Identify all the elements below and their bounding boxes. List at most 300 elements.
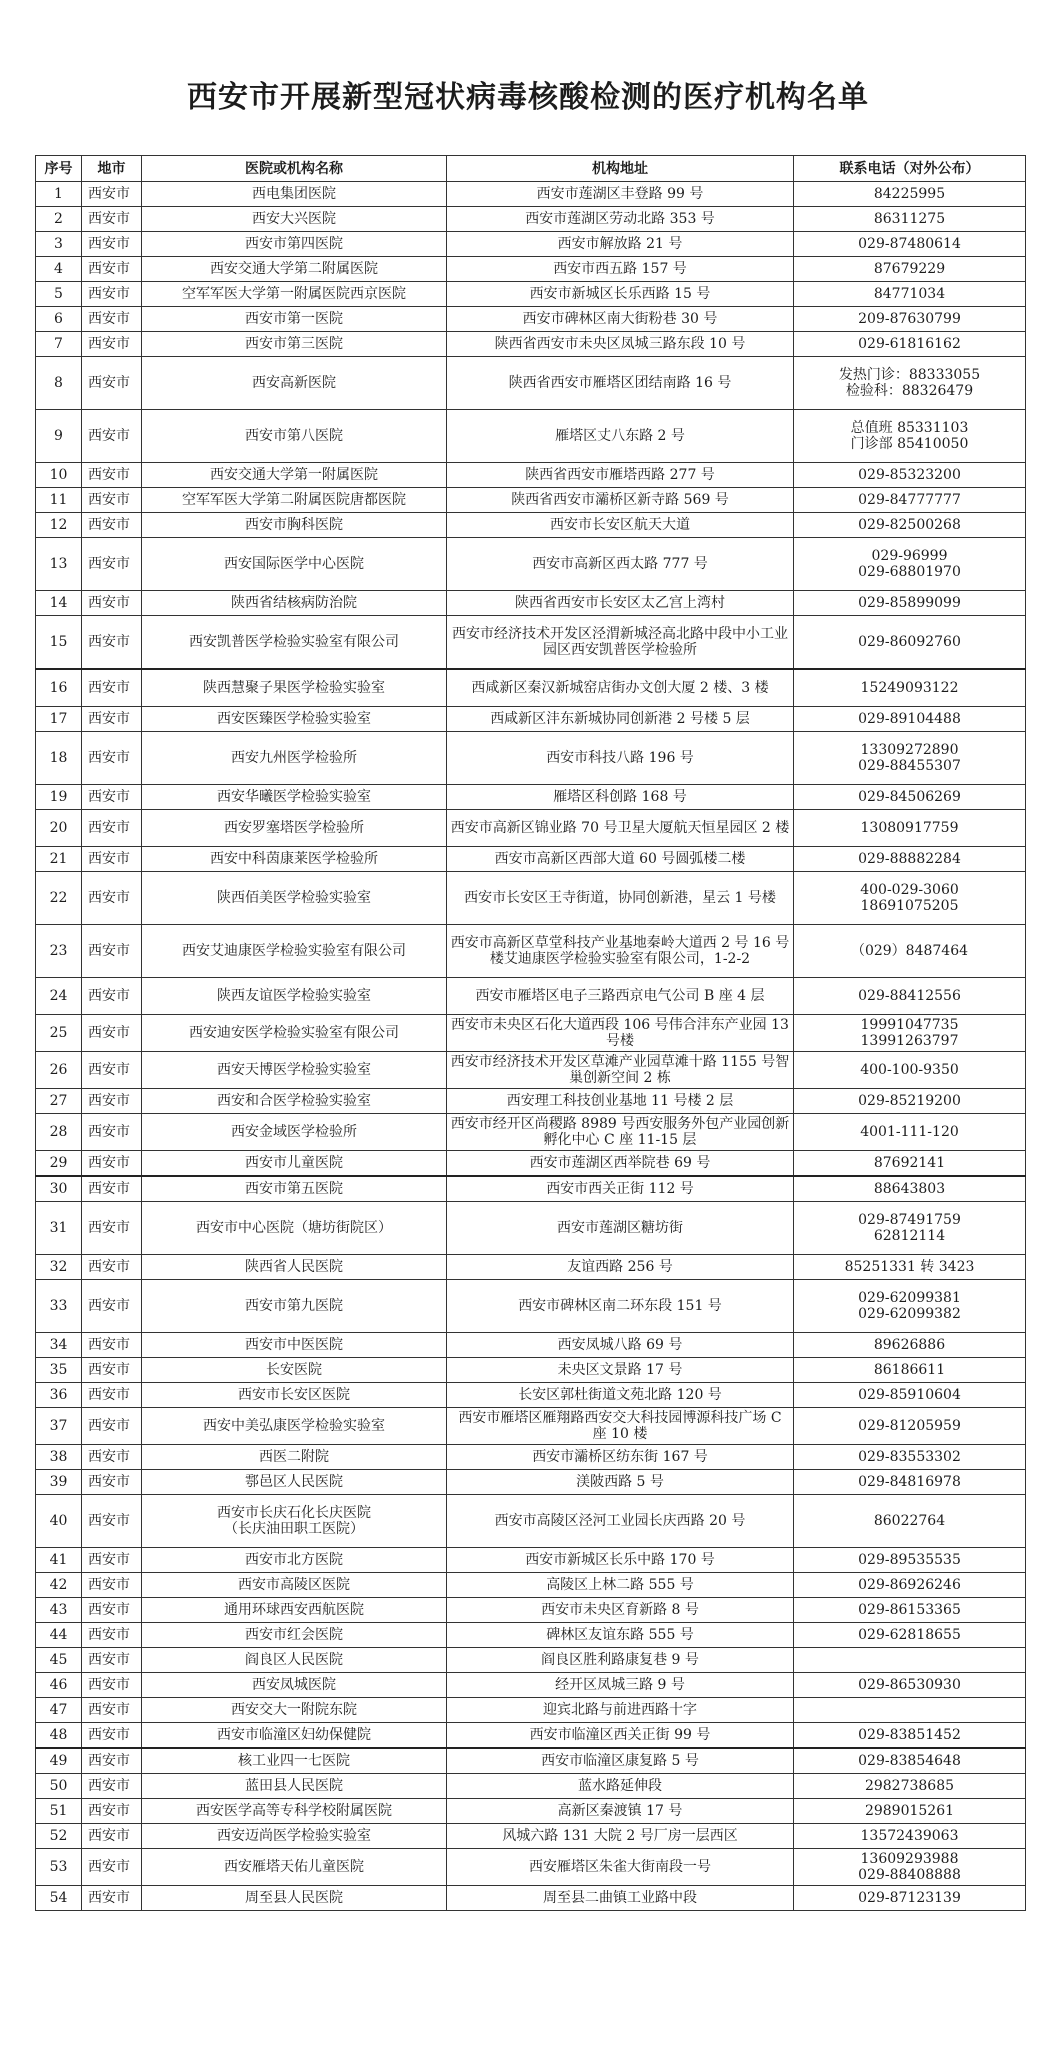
hospital-table (35, 155, 1026, 1911)
cell-city: 西安市 (82, 1333, 142, 1358)
table-row (36, 1052, 1026, 1089)
cell-institution: 西医二附院 (142, 1445, 447, 1470)
cell-index: 49 (36, 1748, 82, 1774)
cell-city: 西安市 (82, 1598, 142, 1623)
cell-index: 38 (36, 1445, 82, 1470)
cell-index: 35 (36, 1358, 82, 1383)
cell-phone: 029-87491759 62812114 (794, 1202, 1026, 1255)
cell-city: 西安市 (82, 847, 142, 872)
table-row (36, 1548, 1026, 1573)
cell-city: 西安市 (82, 1824, 142, 1849)
cell-phone (794, 1648, 1026, 1673)
cell-index: 1 (36, 182, 82, 207)
cell-index: 3 (36, 232, 82, 257)
cell-city: 西安市 (82, 488, 142, 513)
cell-institution: 西安医臻医学检验实验室 (142, 707, 447, 732)
cell-index: 2 (36, 207, 82, 232)
cell-phone: 029-62099381 029-62099382 (794, 1280, 1026, 1333)
cell-city: 西安市 (82, 282, 142, 307)
cell-city: 西安市 (82, 1673, 142, 1698)
cell-address: 阎良区胜利路康复巷 9 号 (447, 1648, 794, 1673)
cell-phone: 029-89535535 (794, 1548, 1026, 1573)
cell-address: 西安市高新区锦业路 70 号卫星大厦航天恒星园区 2 楼 (447, 810, 794, 847)
cell-index: 37 (36, 1408, 82, 1445)
cell-institution: 通用环球西安西航医院 (142, 1598, 447, 1623)
cell-address: 西安市临潼区西关正街 99 号 (447, 1723, 794, 1749)
cell-address: 经开区凤城三路 9 号 (447, 1673, 794, 1698)
cell-city: 西安市 (82, 1774, 142, 1799)
cell-phone: 86186611 (794, 1358, 1026, 1383)
cell-city: 西安市 (82, 1383, 142, 1408)
cell-institution: 西安交通大学第一附属医院 (142, 463, 447, 488)
cell-phone: 029-83851452 (794, 1723, 1026, 1749)
table-row (36, 1774, 1026, 1799)
cell-index: 7 (36, 332, 82, 357)
table-row (36, 978, 1026, 1015)
cell-city: 西安市 (82, 410, 142, 463)
cell-institution: 西安华曦医学检验实验室 (142, 785, 447, 810)
cell-address: 陕西省西安市雁塔西路 277 号 (447, 463, 794, 488)
table-row (36, 707, 1026, 732)
cell-address: 长安区郭杜街道文苑北路 120 号 (447, 1383, 794, 1408)
cell-index: 44 (36, 1623, 82, 1648)
cell-index: 23 (36, 925, 82, 978)
table-row (36, 232, 1026, 257)
cell-city: 西安市 (82, 257, 142, 282)
cell-phone: 15249093122 (794, 669, 1026, 707)
cell-address: 西咸新区秦汉新城窑店街办文创大厦 2 楼、3 楼 (447, 669, 794, 707)
header-institution: 医院或机构名称 (142, 156, 447, 182)
cell-index: 41 (36, 1548, 82, 1573)
cell-address: 高新区秦渡镇 17 号 (447, 1799, 794, 1824)
cell-institution: 西安凯普医学检验实验室有限公司 (142, 616, 447, 670)
cell-address: 陕西省西安市灞桥区新寺路 569 号 (447, 488, 794, 513)
table-row (36, 182, 1026, 207)
cell-address: 陕西省西安市雁塔区团结南路 16 号 (447, 357, 794, 410)
table-row (36, 1748, 1026, 1774)
cell-phone: 13080917759 (794, 810, 1026, 847)
cell-city: 西安市 (82, 307, 142, 332)
cell-institution: 西安九州医学检验所 (142, 732, 447, 785)
cell-institution: 西安中科茵康莱医学检验所 (142, 847, 447, 872)
cell-city: 西安市 (82, 332, 142, 357)
cell-phone: 029-86092760 (794, 616, 1026, 670)
cell-city: 西安市 (82, 1089, 142, 1114)
table-row (36, 538, 1026, 591)
table-row (36, 207, 1026, 232)
cell-phone: 029-82500268 (794, 513, 1026, 538)
cell-phone: 029-89104488 (794, 707, 1026, 732)
cell-address: 西安市经济技术开发区泾渭新城泾高北路中段中小工业园区西安凯普医学检验所 (447, 616, 794, 670)
cell-institution: 西安市北方医院 (142, 1548, 447, 1573)
cell-index: 45 (36, 1648, 82, 1673)
cell-institution: 西安市儿童医院 (142, 1151, 447, 1177)
cell-phone: 400-029-3060 18691075205 (794, 872, 1026, 925)
cell-index: 22 (36, 872, 82, 925)
document-title: 西安市开展新型冠状病毒核酸检测的医疗机构名单 (187, 80, 869, 115)
table-row (36, 410, 1026, 463)
cell-phone: 13609293988 029-88408888 (794, 1849, 1026, 1886)
cell-institution: 西安交通大学第二附属医院 (142, 257, 447, 282)
table-row (36, 1015, 1026, 1052)
table-row (36, 872, 1026, 925)
cell-address: 西安市高新区草堂科技产业基地秦岭大道西 2 号 16 号楼艾迪康医学检验实验室有限公司，1-2-2 (447, 925, 794, 978)
cell-phone: 84771034 (794, 282, 1026, 307)
cell-phone: 209-87630799 (794, 307, 1026, 332)
cell-phone: 029-61816162 (794, 332, 1026, 357)
cell-phone: 87679229 (794, 257, 1026, 282)
cell-institution: 西安市胸科医院 (142, 513, 447, 538)
cell-index: 51 (36, 1799, 82, 1824)
cell-institution: 西安交大一附院东院 (142, 1698, 447, 1723)
cell-city: 西安市 (82, 1114, 142, 1151)
cell-phone: 029-85899099 (794, 591, 1026, 616)
cell-phone: 029-86153365 (794, 1598, 1026, 1623)
table-row (36, 669, 1026, 707)
cell-city: 西安市 (82, 925, 142, 978)
cell-index: 29 (36, 1151, 82, 1177)
cell-index: 10 (36, 463, 82, 488)
table-row (36, 847, 1026, 872)
cell-phone: 029-84506269 (794, 785, 1026, 810)
table-row (36, 1255, 1026, 1280)
cell-address: 西安市莲湖区糖坊街 (447, 1202, 794, 1255)
cell-city: 西安市 (82, 538, 142, 591)
cell-address: 西安市莲湖区劳动北路 353 号 (447, 207, 794, 232)
cell-phone: 029-85910604 (794, 1383, 1026, 1408)
cell-institution: 西电集团医院 (142, 182, 447, 207)
cell-phone: 84225995 (794, 182, 1026, 207)
cell-institution: 西安市长安区医院 (142, 1383, 447, 1408)
cell-phone: 89626886 (794, 1333, 1026, 1358)
cell-phone (794, 1698, 1026, 1723)
cell-institution: 西安大兴医院 (142, 207, 447, 232)
cell-address: 周至县二曲镇工业路中段 (447, 1886, 794, 1911)
cell-city: 西安市 (82, 1886, 142, 1911)
cell-institution: 西安市第一医院 (142, 307, 447, 332)
table-row (36, 1886, 1026, 1911)
cell-phone: 88643803 (794, 1176, 1026, 1202)
cell-address: 西安市西五路 157 号 (447, 257, 794, 282)
cell-index: 15 (36, 616, 82, 670)
cell-address: 西安市长安区王寺街道，协同创新港，星云 1 号楼 (447, 872, 794, 925)
cell-phone: 85251331 转 3423 (794, 1255, 1026, 1280)
table-row (36, 257, 1026, 282)
cell-institution: 西安艾迪康医学检验实验室有限公司 (142, 925, 447, 978)
table-row (36, 1648, 1026, 1673)
table-row (36, 513, 1026, 538)
cell-index: 53 (36, 1849, 82, 1886)
table-row (36, 1495, 1026, 1548)
cell-city: 西安市 (82, 232, 142, 257)
cell-city: 西安市 (82, 872, 142, 925)
cell-index: 28 (36, 1114, 82, 1151)
cell-address: 西安市莲湖区丰登路 99 号 (447, 182, 794, 207)
cell-city: 西安市 (82, 1623, 142, 1648)
table-row (36, 332, 1026, 357)
table-row (36, 1573, 1026, 1598)
cell-city: 西安市 (82, 1280, 142, 1333)
cell-address: 西安市经济技术开发区草滩产业园草滩十路 1155 号智巢创新空间 2 栋 (447, 1052, 794, 1089)
cell-institution: 西安市长庆石化长庆医院 （长庆油田职工医院） (142, 1495, 447, 1548)
table-row (36, 1623, 1026, 1648)
cell-address: 风城六路 131 大院 2 号厂房一层西区 (447, 1824, 794, 1849)
cell-address: 西安市新城区长乐西路 15 号 (447, 282, 794, 307)
cell-index: 13 (36, 538, 82, 591)
cell-index: 30 (36, 1176, 82, 1202)
cell-institution: 西安市临潼区妇幼保健院 (142, 1723, 447, 1749)
cell-phone: 029-86530930 (794, 1673, 1026, 1698)
header-address: 机构地址 (447, 156, 794, 182)
header-phone: 联系电话（对外公布） (794, 156, 1026, 182)
table-row (36, 307, 1026, 332)
cell-address: 西安市临潼区康复路 5 号 (447, 1748, 794, 1774)
table-row (36, 810, 1026, 847)
cell-address: 西安市高新区西太路 777 号 (447, 538, 794, 591)
table-row (36, 1598, 1026, 1623)
cell-institution: 西安和合医学检验实验室 (142, 1089, 447, 1114)
cell-index: 52 (36, 1824, 82, 1849)
cell-phone: 029-81205959 (794, 1408, 1026, 1445)
cell-city: 西安市 (82, 207, 142, 232)
cell-address: 陕西省西安市未央区凤城三路东段 10 号 (447, 332, 794, 357)
cell-city: 西安市 (82, 1548, 142, 1573)
cell-address: 雁塔区科创路 168 号 (447, 785, 794, 810)
cell-address: 蓝水路延伸段 (447, 1774, 794, 1799)
cell-index: 16 (36, 669, 82, 707)
cell-city: 西安市 (82, 1799, 142, 1824)
cell-phone: 029-84816978 (794, 1470, 1026, 1495)
cell-institution: 西安中美弘康医学检验实验室 (142, 1408, 447, 1445)
cell-address: 西咸新区沣东新城协同创新港 2 号楼 5 层 (447, 707, 794, 732)
cell-address: 西安市科技八路 196 号 (447, 732, 794, 785)
table-row (36, 1151, 1026, 1177)
table-row (36, 1176, 1026, 1202)
cell-index: 43 (36, 1598, 82, 1623)
table-row (36, 732, 1026, 785)
cell-address: 西安市高新区西部大道 60 号圆弧楼二楼 (447, 847, 794, 872)
table-row (36, 488, 1026, 513)
cell-institution: 长安医院 (142, 1358, 447, 1383)
cell-index: 20 (36, 810, 82, 847)
cell-index: 31 (36, 1202, 82, 1255)
table-row (36, 463, 1026, 488)
cell-city: 西安市 (82, 1052, 142, 1089)
cell-institution: 核工业四一七医院 (142, 1748, 447, 1774)
table-row (36, 1799, 1026, 1824)
cell-institution: 陕西友谊医学检验实验室 (142, 978, 447, 1015)
cell-index: 4 (36, 257, 82, 282)
cell-address: 西安市未央区育新路 8 号 (447, 1598, 794, 1623)
cell-phone: （029）8487464 (794, 925, 1026, 978)
cell-phone: 86022764 (794, 1495, 1026, 1548)
cell-phone: 86311275 (794, 207, 1026, 232)
cell-institution: 西安市红会医院 (142, 1623, 447, 1648)
cell-address: 陕西省西安市长安区太乙宫上湾村 (447, 591, 794, 616)
cell-institution: 空军军医大学第一附属医院西京医院 (142, 282, 447, 307)
cell-institution: 西安市第九医院 (142, 1280, 447, 1333)
cell-phone: 发热门诊：88333055 检验科：88326479 (794, 357, 1026, 410)
cell-address: 西安市碑林区南大街粉巷 30 号 (447, 307, 794, 332)
cell-city: 西安市 (82, 1648, 142, 1673)
cell-phone: 19991047735 13991263797 (794, 1015, 1026, 1052)
cell-city: 西安市 (82, 1358, 142, 1383)
table-row (36, 1202, 1026, 1255)
table-row (36, 1470, 1026, 1495)
cell-city: 西安市 (82, 1470, 142, 1495)
cell-address: 西安市莲湖区西举院巷 69 号 (447, 1151, 794, 1177)
cell-institution: 阎良区人民医院 (142, 1648, 447, 1673)
cell-city: 西安市 (82, 1748, 142, 1774)
cell-address: 西安市未央区石化大道西段 106 号伟合沣东产业园 13 号楼 (447, 1015, 794, 1052)
cell-index: 18 (36, 732, 82, 785)
cell-institution: 陕西省人民医院 (142, 1255, 447, 1280)
cell-institution: 西安市第四医院 (142, 232, 447, 257)
cell-index: 36 (36, 1383, 82, 1408)
table-row (36, 925, 1026, 978)
cell-address: 西安雁塔区朱雀大街南段一号 (447, 1849, 794, 1886)
table-row (36, 785, 1026, 810)
cell-institution: 西安市第五医院 (142, 1176, 447, 1202)
cell-address: 西安市西关正街 112 号 (447, 1176, 794, 1202)
cell-address: 渼陂西路 5 号 (447, 1470, 794, 1495)
cell-index: 8 (36, 357, 82, 410)
cell-index: 42 (36, 1573, 82, 1598)
cell-index: 19 (36, 785, 82, 810)
cell-phone: 4001-111-120 (794, 1114, 1026, 1151)
cell-index: 27 (36, 1089, 82, 1114)
cell-phone: 029-87480614 (794, 232, 1026, 257)
cell-city: 西安市 (82, 1176, 142, 1202)
cell-city: 西安市 (82, 1723, 142, 1749)
cell-institution: 西安市第八医院 (142, 410, 447, 463)
cell-institution: 西安迪安医学检验实验室有限公司 (142, 1015, 447, 1052)
cell-index: 11 (36, 488, 82, 513)
cell-index: 5 (36, 282, 82, 307)
table-row (36, 1089, 1026, 1114)
cell-city: 西安市 (82, 785, 142, 810)
cell-phone: 13309272890 029-88455307 (794, 732, 1026, 785)
cell-institution: 西安天博医学检验实验室 (142, 1052, 447, 1089)
table-row (36, 1408, 1026, 1445)
cell-address: 碑林区友谊东路 555 号 (447, 1623, 794, 1648)
cell-address: 西安市高陵区泾河工业园长庆西路 20 号 (447, 1495, 794, 1548)
cell-city: 西安市 (82, 1573, 142, 1598)
cell-city: 西安市 (82, 513, 142, 538)
table-row (36, 616, 1026, 670)
cell-phone: 029-88412556 (794, 978, 1026, 1015)
cell-institution: 鄠邑区人民医院 (142, 1470, 447, 1495)
cell-institution: 西安市中心医院（塘坊街院区） (142, 1202, 447, 1255)
cell-institution: 西安迈尚医学检验实验室 (142, 1824, 447, 1849)
cell-address: 西安市长安区航天大道 (447, 513, 794, 538)
cell-index: 46 (36, 1673, 82, 1698)
cell-institution: 西安雁塔天佑儿童医院 (142, 1849, 447, 1886)
table-row (36, 357, 1026, 410)
cell-city: 西安市 (82, 732, 142, 785)
cell-city: 西安市 (82, 182, 142, 207)
cell-phone: 029-85219200 (794, 1089, 1026, 1114)
cell-phone: 029-83854648 (794, 1748, 1026, 1774)
cell-institution: 西安金域医学检验所 (142, 1114, 447, 1151)
cell-city: 西安市 (82, 616, 142, 670)
table-row (36, 1445, 1026, 1470)
cell-index: 39 (36, 1470, 82, 1495)
cell-phone: 029-88882284 (794, 847, 1026, 872)
table-row (36, 1698, 1026, 1723)
cell-address: 西安市灞桥区纺东街 167 号 (447, 1445, 794, 1470)
cell-index: 26 (36, 1052, 82, 1089)
cell-address: 迎宾北路与前进西路十字 (447, 1698, 794, 1723)
cell-address: 西安市碑林区南二环东段 151 号 (447, 1280, 794, 1333)
cell-index: 24 (36, 978, 82, 1015)
cell-institution: 西安罗塞塔医学检验所 (142, 810, 447, 847)
cell-phone: 2982738685 (794, 1774, 1026, 1799)
cell-index: 34 (36, 1333, 82, 1358)
cell-city: 西安市 (82, 1445, 142, 1470)
cell-index: 21 (36, 847, 82, 872)
cell-address: 西安市经开区尚稷路 8989 号西安服务外包产业园创新孵化中心 C 座 11-15 层 (447, 1114, 794, 1151)
cell-index: 32 (36, 1255, 82, 1280)
table-row (36, 282, 1026, 307)
cell-phone: 029-84777777 (794, 488, 1026, 513)
cell-city: 西安市 (82, 1202, 142, 1255)
cell-city: 西安市 (82, 1408, 142, 1445)
header-index: 序号 (36, 156, 82, 182)
cell-phone: 总值班 85331103 门诊部 85410050 (794, 410, 1026, 463)
cell-city: 西安市 (82, 978, 142, 1015)
cell-address: 西安市雁塔区雁翔路西安交大科技园博源科技广场 C 座 10 楼 (447, 1408, 794, 1445)
cell-address: 西安市雁塔区电子三路西京电气公司 B 座 4 层 (447, 978, 794, 1015)
table-row (36, 591, 1026, 616)
cell-institution: 西安国际医学中心医院 (142, 538, 447, 591)
table-row (36, 1358, 1026, 1383)
table-body (36, 182, 1026, 1911)
cell-address: 西安市新城区长乐中路 170 号 (447, 1548, 794, 1573)
cell-institution: 陕西省结核病防治院 (142, 591, 447, 616)
cell-institution: 陕西佰美医学检验实验室 (142, 872, 447, 925)
cell-city: 西安市 (82, 669, 142, 707)
cell-phone: 029-85323200 (794, 463, 1026, 488)
cell-address: 西安凤城八路 69 号 (447, 1333, 794, 1358)
cell-address: 西安理工科技创业基地 11 号楼 2 层 (447, 1089, 794, 1114)
cell-address: 未央区文景路 17 号 (447, 1358, 794, 1383)
cell-phone: 400-100-9350 (794, 1052, 1026, 1089)
cell-phone: 029-87123139 (794, 1886, 1026, 1911)
cell-institution: 西安高新医院 (142, 357, 447, 410)
cell-phone: 029-62818655 (794, 1623, 1026, 1648)
cell-institution: 西安市中医医院 (142, 1333, 447, 1358)
cell-index: 47 (36, 1698, 82, 1723)
table-row (36, 1114, 1026, 1151)
cell-address: 友谊西路 256 号 (447, 1255, 794, 1280)
cell-city: 西安市 (82, 1698, 142, 1723)
table-row (36, 1673, 1026, 1698)
cell-city: 西安市 (82, 1151, 142, 1177)
table-row (36, 1824, 1026, 1849)
cell-index: 54 (36, 1886, 82, 1911)
cell-city: 西安市 (82, 1849, 142, 1886)
cell-phone: 029-83553302 (794, 1445, 1026, 1470)
table-header-row (36, 156, 1026, 182)
table-row (36, 1849, 1026, 1886)
cell-institution: 蓝田县人民医院 (142, 1774, 447, 1799)
cell-city: 西安市 (82, 463, 142, 488)
cell-phone: 87692141 (794, 1151, 1026, 1177)
cell-address: 西安市解放路 21 号 (447, 232, 794, 257)
cell-index: 48 (36, 1723, 82, 1749)
cell-address: 雁塔区丈八东路 2 号 (447, 410, 794, 463)
